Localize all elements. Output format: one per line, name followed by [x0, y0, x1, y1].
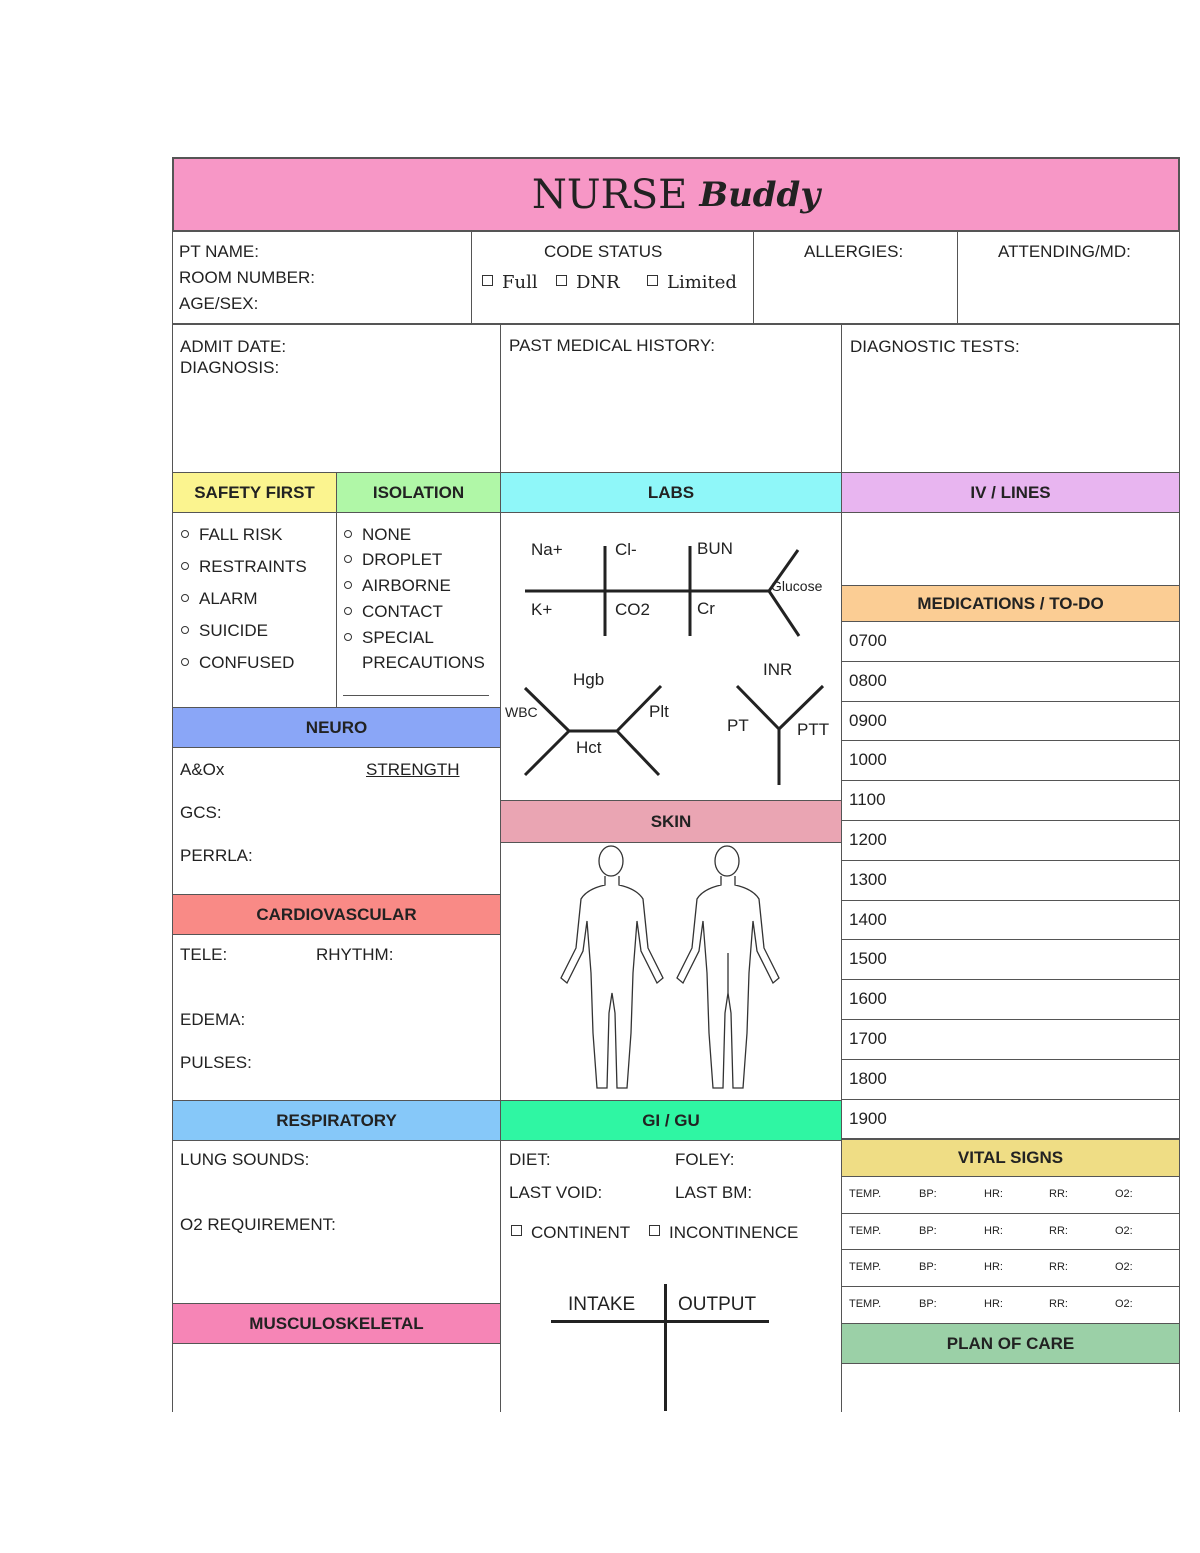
code-status-label: CODE STATUS	[544, 242, 663, 261]
output-label: OUTPUT	[678, 1294, 757, 1315]
vital-signs-row[interactable]	[841, 1249, 1180, 1287]
lab-na: Na+	[531, 540, 563, 559]
isolation-header: ISOLATION	[336, 472, 501, 513]
vital-field-label: RR:	[1049, 1224, 1068, 1237]
vital-field-label: O2:	[1115, 1261, 1133, 1274]
aox-label: A&Ox	[180, 760, 225, 779]
safety-item[interactable]: FALL RISK	[181, 525, 282, 545]
plan-of-care-header: PLAN OF CARE	[841, 1323, 1180, 1364]
title-script: Buddy	[699, 174, 821, 215]
gigu-header: GI / GU	[500, 1100, 842, 1141]
diet-label: DIET:	[509, 1150, 551, 1169]
med-time-label: 1400	[849, 909, 887, 929]
vital-field-label: BP:	[919, 1261, 937, 1274]
radio-icon[interactable]	[344, 555, 352, 563]
title-main: NURSE	[531, 171, 688, 218]
past-history-box	[500, 324, 842, 473]
med-time-label: 0900	[849, 710, 887, 730]
safety-item[interactable]: CONFUSED	[181, 653, 294, 673]
lab-wbc: WBC	[505, 704, 538, 720]
safety-item[interactable]: ALARM	[181, 589, 258, 609]
med-time-row[interactable]	[841, 860, 1180, 901]
med-time-label: 1700	[849, 1029, 887, 1048]
tele-label: TELE:	[180, 945, 228, 964]
vital-field-label: BP:	[919, 1298, 937, 1311]
strength-label: STRENGTH	[366, 760, 460, 779]
isolation-item[interactable]: SPECIAL	[344, 628, 434, 648]
gigu-box	[500, 1140, 842, 1412]
vital-field-label: BP:	[919, 1188, 937, 1200]
med-time-label: 0800	[849, 670, 887, 690]
age-sex-label: AGE/SEX:	[179, 294, 259, 313]
room-number-label: ROOM NUMBER:	[179, 268, 315, 287]
med-time-row[interactable]	[841, 979, 1180, 1020]
vital-field-label: O2:	[1115, 1188, 1133, 1200]
radio-icon[interactable]	[181, 562, 189, 570]
patient-info-box	[172, 231, 472, 324]
med-time-label: 1000	[849, 750, 887, 770]
vital-field-label: RR:	[1049, 1188, 1068, 1200]
radio-icon[interactable]	[181, 530, 189, 538]
body-outline-diagram	[501, 843, 841, 1100]
lab-co2: CO2	[615, 600, 650, 619]
vital-field-label: O2:	[1115, 1224, 1133, 1237]
isolation-item[interactable]: NONE	[344, 525, 411, 545]
cbc-line-5	[617, 731, 659, 775]
med-time-label: 1100	[849, 790, 886, 810]
edema-label: EDEMA:	[180, 1010, 246, 1029]
musculo-header: MUSCULOSKELETAL	[172, 1303, 501, 1344]
vitals-header: VITAL SIGNS	[841, 1139, 1180, 1177]
vital-field-label: RR:	[1049, 1298, 1068, 1311]
med-time-row[interactable]	[841, 1019, 1180, 1060]
code-status-box	[471, 231, 754, 324]
intake-label: INTAKE	[568, 1294, 636, 1315]
med-time-label: 1800	[849, 1068, 887, 1088]
lung-sounds-label: LUNG SOUNDS:	[180, 1150, 310, 1169]
pt-name-label: PT NAME:	[179, 242, 259, 261]
incontinence-checkbox[interactable]	[649, 1225, 660, 1236]
body-back-icon	[677, 846, 779, 1088]
med-time-row[interactable]	[841, 740, 1180, 781]
perrla-label: PERRLA:	[180, 846, 253, 865]
radio-icon[interactable]	[181, 626, 189, 634]
lab-ptt: PTT	[797, 720, 830, 739]
vital-field-label: TEMP.	[849, 1224, 882, 1237]
precautions-line	[343, 695, 489, 696]
cardio-box	[172, 934, 501, 1101]
med-time-row[interactable]	[841, 701, 1180, 742]
sheet-title	[172, 157, 1180, 232]
lab-hgb: Hgb	[573, 670, 605, 689]
med-time-row[interactable]	[841, 1059, 1180, 1100]
vital-field-label: HR:	[984, 1188, 1003, 1200]
diagnostic-tests-box	[841, 324, 1180, 473]
med-time-row[interactable]	[841, 621, 1180, 662]
musculo-box	[172, 1343, 501, 1412]
safety-item[interactable]: RESTRAINTS	[181, 557, 307, 577]
attending-box	[957, 231, 1180, 324]
med-time-label: 1500	[849, 949, 887, 969]
code-dnr-option[interactable]: DNR	[556, 272, 620, 293]
plan-of-care-box	[841, 1363, 1180, 1412]
cardio-header: CARDIOVASCULAR	[172, 894, 501, 935]
limited-checkbox[interactable]	[647, 275, 658, 286]
io-vertical-line	[664, 1284, 667, 1411]
med-time-label: 0700	[849, 631, 887, 650]
radio-icon[interactable]	[181, 594, 189, 602]
isolation-item[interactable]: AIRBORNE	[344, 576, 451, 596]
med-time-row[interactable]	[841, 661, 1180, 702]
rhythm-label: RHYTHM:	[316, 945, 394, 964]
dnr-checkbox[interactable]	[556, 275, 567, 286]
vital-signs-row[interactable]	[841, 1213, 1180, 1251]
iv-lines-header: IV / LINES	[841, 472, 1180, 513]
isolation-item[interactable]: DROPLET	[344, 550, 442, 570]
vital-field-label: TEMP.	[849, 1188, 882, 1200]
vital-field-label: TEMP.	[849, 1261, 882, 1274]
vital-field-label: HR:	[984, 1298, 1003, 1311]
lab-hct: Hct	[576, 738, 602, 757]
vital-field-label: HR:	[984, 1261, 1003, 1274]
med-time-row[interactable]	[841, 820, 1180, 861]
admit-date-label: ADMIT DATE:	[180, 337, 287, 356]
bmp-branch-down	[769, 591, 799, 636]
radio-icon[interactable]	[344, 581, 352, 589]
continent-option[interactable]: CONTINENT	[511, 1223, 630, 1243]
isolation-precautions: PRECAUTIONS	[362, 653, 485, 672]
last-bm-label: LAST BM:	[675, 1183, 753, 1202]
med-time-row[interactable]	[841, 780, 1180, 821]
diagnostic-tests-label: DIAGNOSTIC TESTS:	[850, 337, 1020, 356]
last-void-label: LAST VOID:	[509, 1183, 603, 1202]
lab-diagrams	[501, 513, 841, 800]
lab-pt: PT	[727, 716, 749, 735]
med-time-label: 1900	[849, 1108, 887, 1128]
cbc-line-2	[525, 731, 569, 775]
vital-field-label: BP:	[919, 1224, 937, 1237]
lab-cl: Cl-	[615, 540, 637, 559]
med-time-row[interactable]	[841, 939, 1180, 980]
admit-box	[172, 324, 501, 473]
lab-k: K+	[531, 600, 553, 619]
vital-field-label: TEMP.	[849, 1298, 882, 1311]
gcs-label: GCS:	[180, 803, 222, 822]
neuro-header: NEURO	[172, 707, 501, 748]
safety-header: SAFETY FIRST	[172, 472, 337, 513]
lab-inr: INR	[763, 660, 793, 679]
med-time-label: 1200	[849, 830, 887, 849]
radio-icon[interactable]	[181, 658, 189, 666]
io-horizontal-line	[551, 1320, 769, 1323]
o2-requirement-label: O2 REQUIREMENT:	[180, 1215, 336, 1234]
vital-signs-row[interactable]	[841, 1176, 1180, 1214]
med-time-row[interactable]	[841, 1099, 1180, 1140]
lab-glucose: Glucose	[771, 578, 823, 594]
allergies-label: ALLERGIES:	[804, 242, 904, 261]
isolation-item[interactable]: CONTACT	[344, 602, 443, 622]
med-time-label: 1300	[849, 869, 887, 889]
body-front-icon	[561, 846, 663, 1088]
safety-box	[172, 512, 337, 708]
radio-icon[interactable]	[344, 607, 352, 615]
radio-icon[interactable]	[344, 633, 352, 641]
continent-checkbox[interactable]	[511, 1225, 522, 1236]
foley-label: FOLEY:	[675, 1150, 735, 1169]
lab-plt: Plt	[649, 702, 669, 721]
past-history-label: PAST MEDICAL HISTORY:	[509, 336, 715, 355]
safety-item[interactable]: SUICIDE	[181, 621, 268, 641]
med-time-label: 1600	[849, 989, 887, 1009]
incontinence-option[interactable]: INCONTINENCE	[649, 1223, 798, 1243]
vital-signs-row[interactable]	[841, 1286, 1180, 1324]
full-checkbox[interactable]	[482, 275, 493, 286]
attending-label: ATTENDING/MD:	[998, 242, 1131, 261]
medications-header: MEDICATIONS / TO-DO	[841, 585, 1180, 622]
labs-header: LABS	[500, 472, 842, 513]
code-full-option[interactable]: Full	[482, 272, 538, 293]
vital-field-label: O2:	[1115, 1298, 1133, 1311]
lab-bun: BUN	[697, 539, 733, 558]
lab-cr: Cr	[697, 599, 715, 618]
vital-field-label: RR:	[1049, 1261, 1068, 1274]
vital-field-label: HR:	[984, 1224, 1003, 1237]
med-time-row[interactable]	[841, 900, 1180, 941]
skin-box	[500, 842, 842, 1101]
iv-lines-box	[841, 512, 1180, 586]
respiratory-box	[172, 1140, 501, 1304]
labs-box	[500, 512, 842, 801]
radio-icon[interactable]	[344, 530, 352, 538]
pulses-label: PULSES:	[180, 1053, 252, 1072]
code-limited-option[interactable]: Limited	[647, 272, 737, 293]
isolation-box	[336, 512, 501, 708]
skin-header: SKIN	[500, 800, 842, 843]
diagnosis-label: DIAGNOSIS:	[180, 358, 280, 377]
neuro-box	[172, 747, 501, 895]
respiratory-header: RESPIRATORY	[172, 1100, 501, 1141]
nurse-brain-sheet	[172, 157, 1180, 1412]
allergies-box	[753, 231, 958, 324]
